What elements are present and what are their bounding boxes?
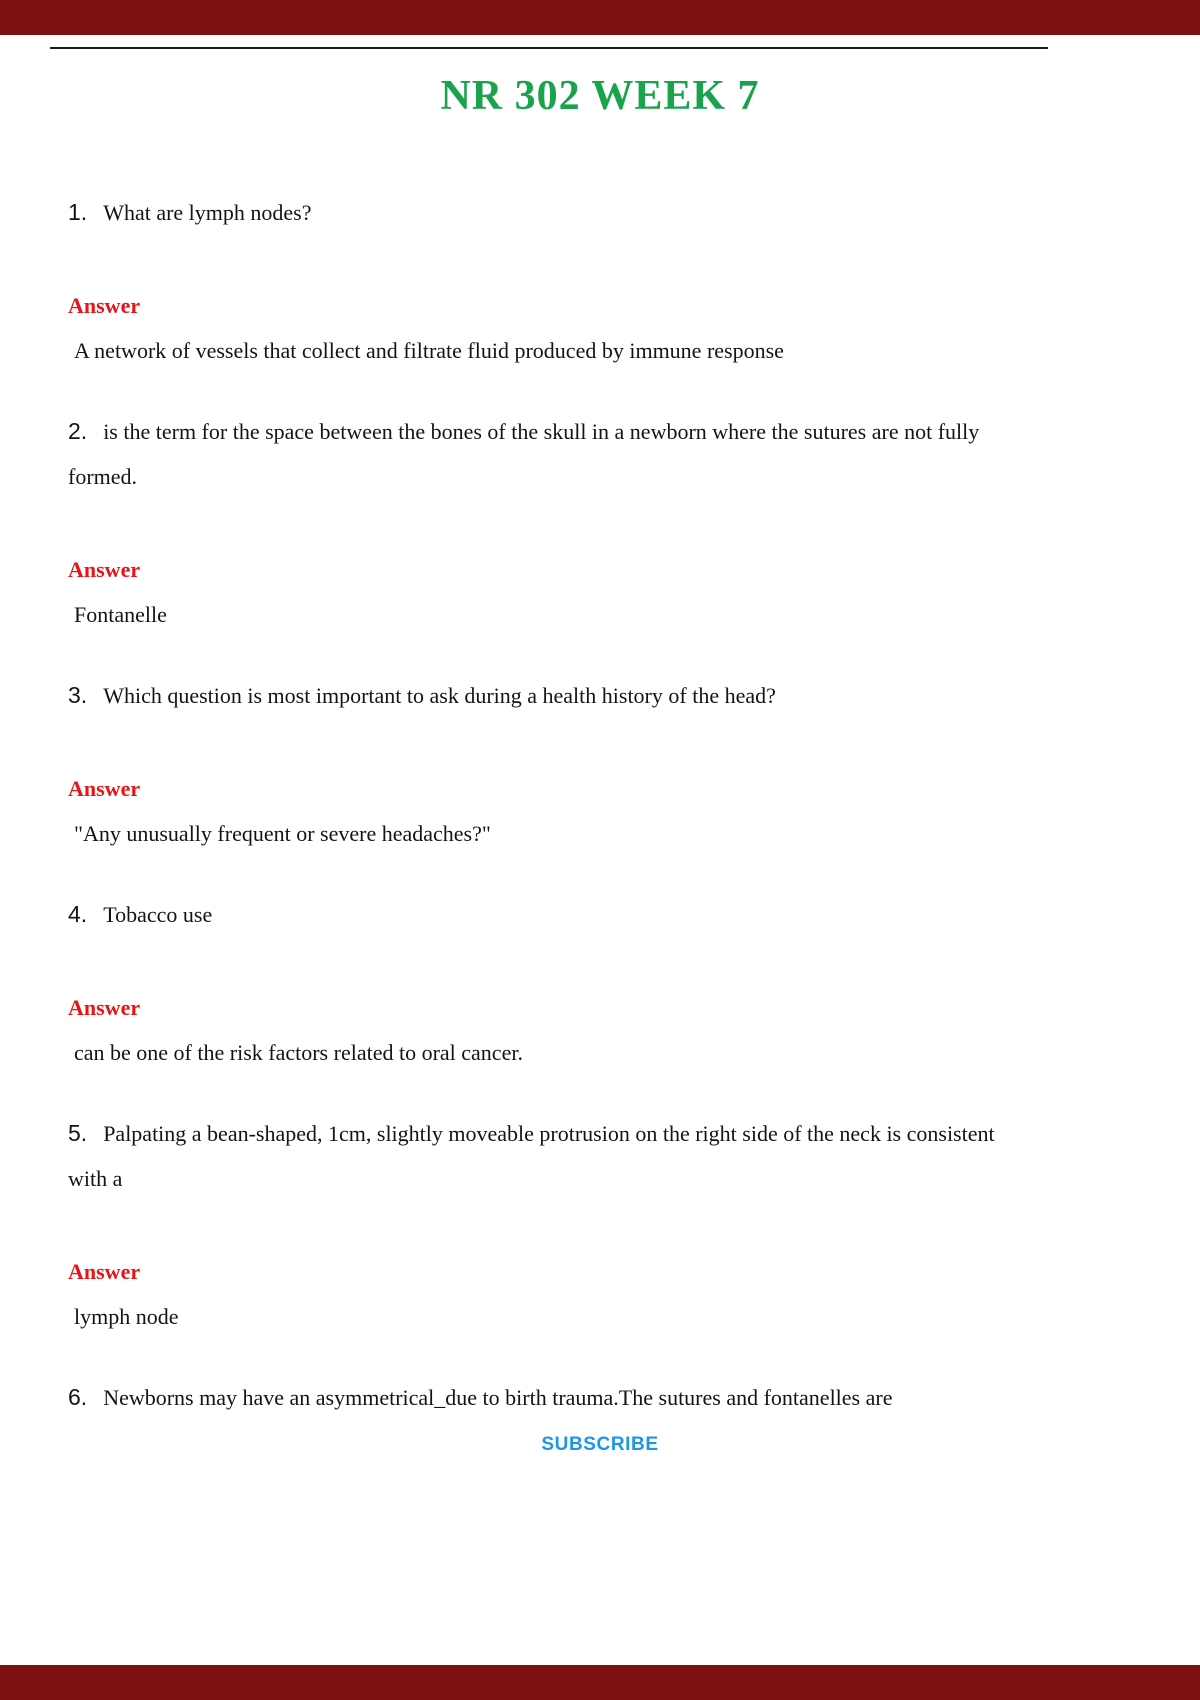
question-number: 1. xyxy=(68,199,88,225)
question-text: is the term for the space between the bones of the skull in a newborn where the sutures are not fully formed. xyxy=(68,419,980,489)
answer-label: Answer xyxy=(68,995,141,1020)
answer-text: lymph node xyxy=(74,1304,179,1329)
answer-text: can be one of the risk factors related to oral cancer. xyxy=(74,1040,523,1065)
qa-list xyxy=(0,190,1200,1420)
question-number: 4. xyxy=(68,901,88,927)
question-number: 3. xyxy=(68,682,88,708)
question xyxy=(68,190,1028,235)
question xyxy=(68,892,1028,937)
qa-item xyxy=(68,409,1130,637)
question-text: Palpating a bean-shaped, 1cm, slightly moveable protrusion on the right side of the neck is consistent with a xyxy=(68,1121,995,1191)
qa-item xyxy=(68,1111,1130,1339)
question-number: 5. xyxy=(68,1120,88,1146)
question xyxy=(68,673,1028,718)
qa-item xyxy=(68,1375,1130,1420)
question-text: Tobacco use xyxy=(103,902,213,927)
subscribe-link[interactable]: SUBSCRIBE xyxy=(541,1434,659,1455)
top-edge-bar xyxy=(0,0,1200,35)
question xyxy=(68,1111,1028,1201)
question-text: Newborns may have an asymmetrical_due to birth trauma.The sutures and fontanelles are xyxy=(103,1385,893,1410)
answer-label: Answer xyxy=(68,776,141,801)
answer-text: A network of vessels that collect and filtrate fluid produced by immune response xyxy=(74,338,784,363)
question xyxy=(68,409,1028,499)
qa-item xyxy=(68,673,1130,856)
qa-item xyxy=(68,892,1130,1075)
question-text: What are lymph nodes? xyxy=(103,200,312,225)
answer-text: "Any unusually frequent or severe headaches?" xyxy=(74,821,491,846)
qa-item xyxy=(68,190,1130,373)
question-number: 6. xyxy=(68,1384,88,1410)
question xyxy=(68,1375,1028,1420)
question-number: 2. xyxy=(68,418,88,444)
answer-label: Answer xyxy=(68,1259,141,1284)
question-text: Which question is most important to ask during a health history of the head? xyxy=(103,683,776,708)
answer-label: Answer xyxy=(68,557,141,582)
answer-label: Answer xyxy=(68,293,141,318)
document-title: NR 302 WEEK 7 xyxy=(440,73,760,119)
header-rule xyxy=(50,47,1048,49)
bottom-edge-bar xyxy=(0,1665,1200,1700)
answer-text: Fontanelle xyxy=(74,602,167,627)
